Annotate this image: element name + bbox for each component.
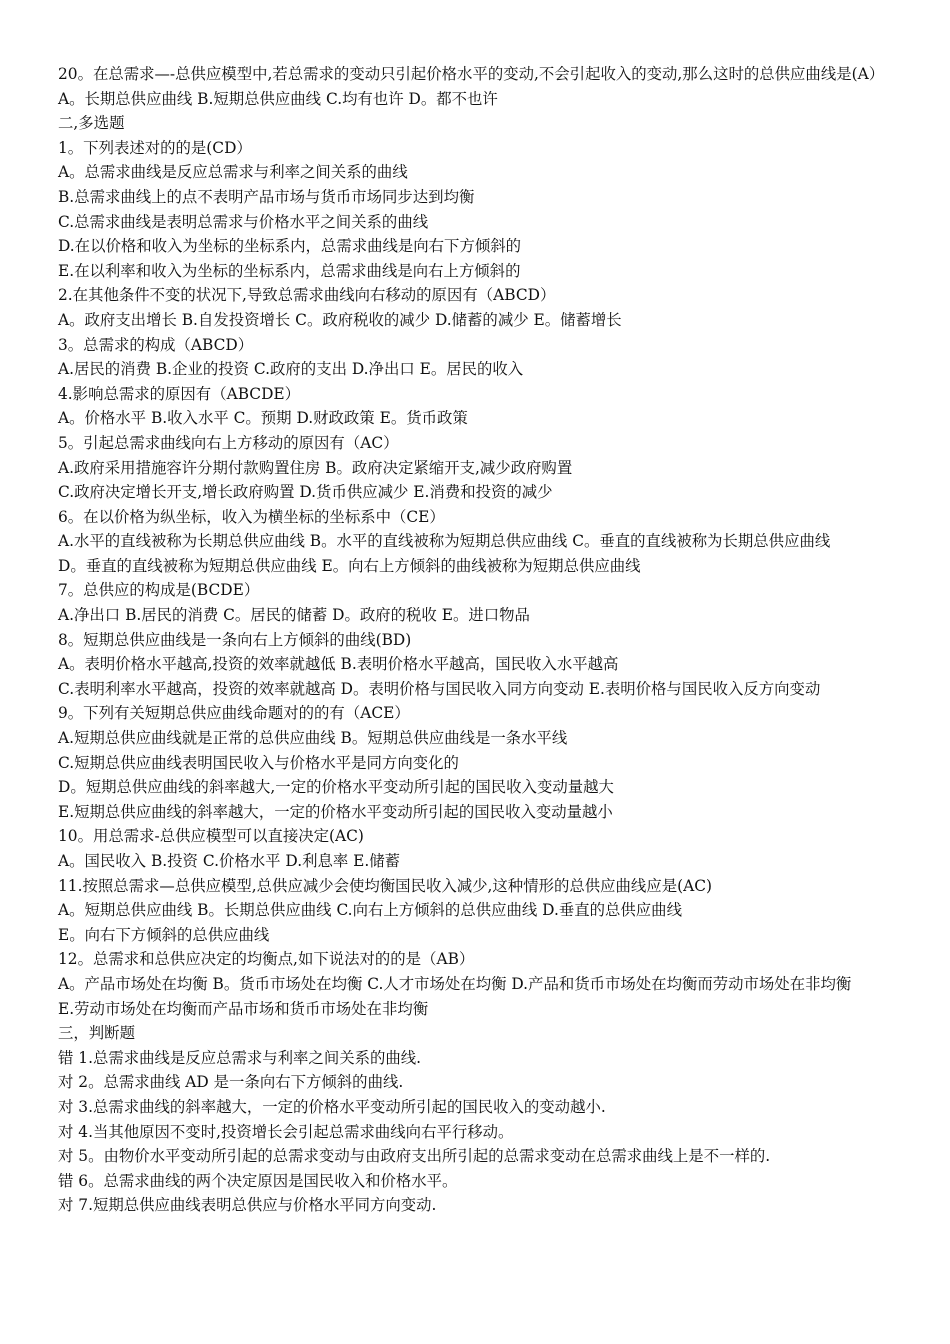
text-line: 1。下列表述对的的是(CD） bbox=[58, 138, 252, 157]
text-line: C.短期总供应曲线表明国民收入与价格水平是同方向变化的 bbox=[58, 753, 459, 772]
text-line: A。表明价格水平越高,投资的效率就越低 B.表明价格水平越高，国民收入水平越高 bbox=[58, 655, 619, 674]
text-line: 错 1.总需求曲线是反应总需求与利率之间关系的曲线. bbox=[58, 1048, 422, 1067]
text-line: A.政府采用措施容许分期付款购置住房 B。政府决定紧缩开支,减少政府购置 bbox=[58, 458, 573, 477]
text-line: E.劳动市场处在均衡而产品市场和货币市场处在非均衡 bbox=[58, 999, 429, 1018]
text-line: 错 6。总需求曲线的两个决定原因是国民收入和价格水平。 bbox=[58, 1171, 458, 1190]
text-line: 12。总需求和总供应决定的均衡点,如下说法对的的是（AB） bbox=[58, 950, 475, 969]
text-line: 6。在以价格为纵坐标，收入为横坐标的坐标系中（CE） bbox=[58, 507, 445, 526]
text-line: 对 4.当其他原因不变时,投资增长会引起总需求曲线向右平行移动。 bbox=[58, 1122, 514, 1141]
text-line: 8。短期总供应曲线是一条向右上方倾斜的曲线(BD) bbox=[58, 630, 412, 649]
text-line: 9。下列有关短期总供应曲线命题对的的有（ACE） bbox=[58, 704, 410, 723]
text-line: A。国民收入 B.投资 C.价格水平 D.利息率 E.储蓄 bbox=[58, 852, 401, 870]
text-line: 3。总需求的构成（ABCD） bbox=[58, 335, 254, 354]
text-line: A.居民的消费 B.企业的投资 C.政府的支出 D.净出口 E。居民的收入 bbox=[58, 360, 524, 379]
text-line: C.政府决定增长开支,增长政府购置 D.货币供应减少 E.消费和投资的减少 bbox=[58, 483, 553, 502]
text-line: 对 3.总需求曲线的斜率越大，一定的价格水平变动所引起的国民收入的变动越小. bbox=[58, 1097, 606, 1116]
text-line: 二,多选题 bbox=[58, 114, 125, 133]
text-line: E。向右下方倾斜的总供应曲线 bbox=[58, 925, 270, 944]
text-line: D。垂直的直线被称为短期总供应曲线 E。向右上方倾斜的曲线被称为短期总供应曲线 bbox=[58, 556, 641, 575]
text-line: 对 5。由物价水平变动所引起的总需求变动与由政府支出所引起的总需求变动在总需求曲线上是不一样的. bbox=[58, 1147, 771, 1166]
text-line: C.总需求曲线是表明总需求与价格水平之间关系的曲线 bbox=[58, 212, 429, 231]
text-line: 10。用总需求-总供应模型可以直接决定(AC) bbox=[58, 827, 364, 846]
text-line: A。价格水平 B.收入水平 C。预期 D.财政政策 E。货币政策 bbox=[58, 409, 468, 428]
text-line: 20。在总需求—-总供应模型中,若总需求的变动只引起价格水平的变动,不会引起收入的变动,那么这时的总供应曲线是(A） bbox=[58, 65, 885, 83]
text-line: D。短期总供应曲线的斜率越大,一定的价格水平变动所引起的国民收入变动量越大 bbox=[58, 778, 614, 797]
text-line: 7。总供应的构成是(BCDE） bbox=[58, 581, 260, 600]
text-line: 三，判断题 bbox=[58, 1024, 135, 1043]
text-line: A。总需求曲线是反应总需求与利率之间关系的曲线 bbox=[58, 163, 408, 182]
text-line: 5。引起总需求曲线向右上方移动的原因有（AC） bbox=[58, 433, 399, 452]
text-line: A.净出口 B.居民的消费 C。居民的储蓄 D。政府的税收 E。进口物品 bbox=[58, 606, 530, 625]
text-line: 11.按照总需求—总供应模型,总供应减少会使均衡国民收入减少,这种情形的总供应曲线应是(AC) bbox=[58, 876, 713, 895]
text-line: 2.在其他条件不变的状况下,导致总需求曲线向右移动的原因有（ABCD） bbox=[58, 286, 556, 305]
text-line: B.总需求曲线上的点不表明产品市场与货币市场同步达到均衡 bbox=[58, 187, 475, 206]
text-line: D.在以价格和收入为坐标的坐标系内，总需求曲线是向右下方倾斜的 bbox=[58, 237, 522, 256]
text-line: 对 2。总需求曲线 AD 是一条向右下方倾斜的曲线. bbox=[58, 1073, 404, 1092]
text-line: A。产品市场处在均衡 B。货币市场处在均衡 C.人才市场处在均衡 D.产品和货币市场处在均衡而劳动市场处在非均衡 bbox=[58, 974, 852, 993]
document-body bbox=[58, 62, 898, 1218]
text-line: A.水平的直线被称为长期总供应曲线 B。水平的直线被称为短期总供应曲线 C。垂直的直线被称为长期总供应曲线 bbox=[58, 532, 831, 551]
text-line: C.表明利率水平越高，投资的效率就越高 D。表明价格与国民收入同方向变动 E.表明价格与国民收入反方向变动 bbox=[58, 679, 821, 698]
text-line: 对 7.短期总供应曲线表明总供应与价格水平同方向变动. bbox=[58, 1196, 437, 1215]
text-line: A。政府支出增长 B.自发投资增长 C。政府税收的减少 D.储蓄的减少 E。储蓄增长 bbox=[58, 310, 622, 329]
text-line: 4.影响总需求的原因有（ABCDE） bbox=[58, 384, 301, 403]
text-line: A.短期总供应曲线就是正常的总供应曲线 B。短期总供应曲线是一条水平线 bbox=[58, 729, 568, 748]
text-line: E.在以利率和收入为坐标的坐标系内，总需求曲线是向右上方倾斜的 bbox=[58, 261, 521, 280]
text-line: E.短期总供应曲线的斜率越大，一定的价格水平变动所引起的国民收入变动量越小 bbox=[58, 802, 613, 821]
text-line: A。短期总供应曲线 B。长期总供应曲线 C.向右上方倾斜的总供应曲线 D.垂直的总供应曲线 bbox=[58, 901, 682, 920]
text-line: A。长期总供应曲线 B.短期总供应曲线 C.均有也许 D。都不也许 bbox=[58, 89, 498, 108]
